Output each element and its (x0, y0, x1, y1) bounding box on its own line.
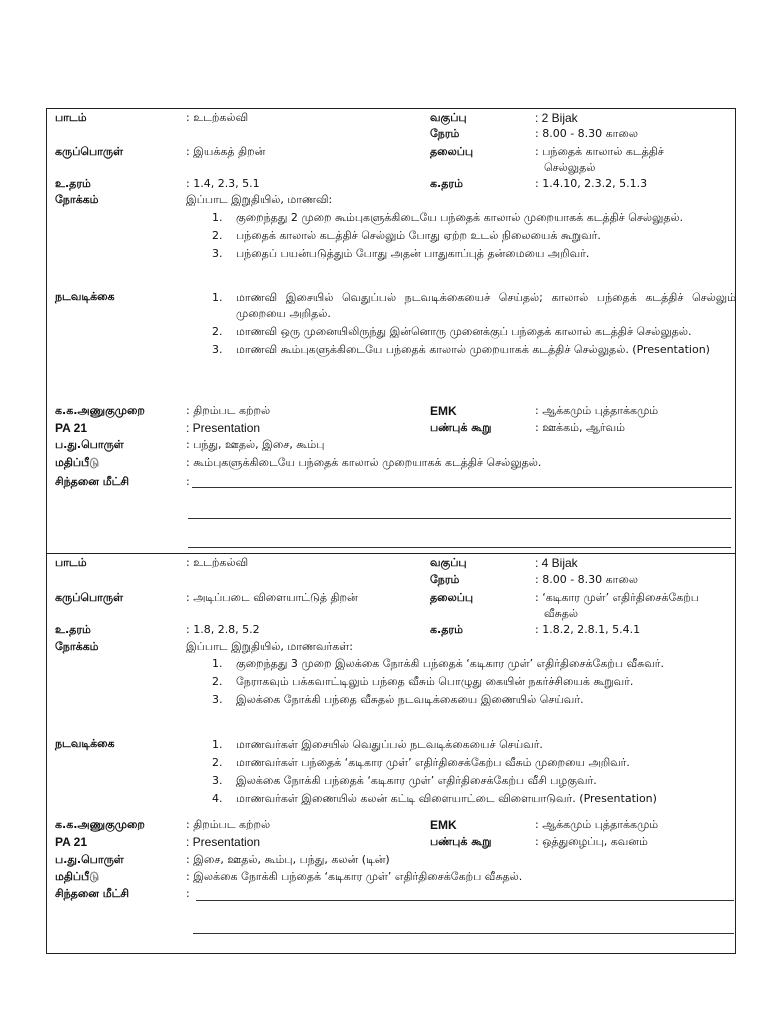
reflection-label: சிந்தனை மீட்சி (55, 887, 129, 900)
assessment-label: மதிப்பீடு (55, 456, 100, 469)
title-value-line1: : ‘கடிகார முள்’ எதிர்திசைக்கேற்ப (535, 591, 699, 604)
materials-label: ப.து.பொருள் (55, 438, 124, 451)
objective-intro: இப்பாட இறுதியில், மாணவர்கள்: (186, 640, 353, 653)
class-value: : 4 Bijak (535, 556, 578, 570)
values-value: : ஒத்துழைப்பு, கவனம் (535, 835, 648, 848)
values-value: : ஊக்கம், ஆர்வம் (535, 421, 626, 434)
emk-value: : ஆக்கமும் புத்தாக்கமும் (535, 404, 659, 417)
activity-label: நடவடிக்கை (55, 737, 115, 750)
time-value: : 8.00 - 8.30 காலை (535, 127, 638, 140)
reflection-colon: : (186, 887, 190, 900)
subject-value: : உடற்கல்வி (186, 111, 249, 124)
objective-item: 1. குறைந்தது 3 முறை இலக்கை நோக்கி பந்தைக் ‘கடிகார முள்’ எதிர்திசைக்கேற்ப வீசுவர். (212, 657, 665, 670)
time-label: நேரம் (430, 127, 460, 140)
activity-list (208, 290, 736, 360)
time-label: நேரம் (430, 573, 460, 586)
activity-label: நடவடிக்கை (55, 290, 115, 303)
reflection-colon: : (186, 475, 190, 488)
time-value: : 8.00 - 8.30 காலை (535, 573, 638, 586)
section-divider (46, 553, 736, 554)
pa21-label: PA 21 (55, 835, 88, 849)
method-label: க.க.அணுகுமுறை (55, 404, 145, 417)
subject-label: பாடம் (55, 556, 87, 569)
materials-label: ப.து.பொருள் (55, 853, 124, 866)
objective-item: 2. நேராகவும் பக்கவாட்டிலும் பந்தை வீசும் பொழுது கையின் நகர்ச்சியைக் கூறுவர். (212, 675, 634, 688)
activity-item: 3. மாணவி கூம்புகளுக்கிடையே பந்தைக் காலால் முறையாகக் கடத்திச் செல்லுதல். (Presentation) (212, 343, 710, 356)
reflection-label: சிந்தனை மீட்சி (55, 475, 129, 488)
title-label: தலைப்பு (430, 591, 474, 604)
objective-item: 3. இலக்கை நோக்கி பந்தை வீசுதல் நடவடிக்கையை இணையில் செய்வர். (212, 693, 584, 706)
topic-label: கருப்பொருள் (55, 591, 124, 604)
emk-value: : ஆக்கமும் புத்தாக்கமும் (535, 818, 659, 831)
objective-item: 1. குறைந்தது 2 முறை கூம்புகளுக்கிடையே பந்தைக் காலால் முறையாகக் கடத்திச் செல்லுதல். (212, 211, 684, 224)
activity-item: 4. மாணவர்கள் இணையில் கலன் கட்டி விளையாட்டை விளையாடுவர். (Presentation) (212, 792, 657, 805)
objective-label: நோக்கம் (55, 640, 99, 653)
values-label: பண்புக் கூறு (430, 835, 492, 848)
activity-item: 3. இலக்கை நோக்கி பந்தைக் ‘கடிகார முள்’ எதிர்திசைக்கேற்ப வீசி பழகுவர். (212, 774, 597, 787)
reflection-line[interactable] (188, 518, 731, 519)
activity-item: 1. மாணவி இசையில் வெதுப்பல் நடவடிக்கையைச் செய்தல்; காலால் பந்தைக் கடத்திச் செல்லும் முறையை அறிதல். (212, 291, 736, 320)
objective-list (208, 656, 736, 710)
title-value-line2: வீசுதல் (544, 607, 578, 620)
reflection-line[interactable] (188, 547, 731, 548)
method-value: : திறம்பட கற்றல் (186, 404, 271, 417)
topic-value: : அடிப்படை விளையாட்டுத் திறன் (186, 591, 358, 604)
activity-item: 2. மாணவர்கள் பந்தைக் ‘கடிகார முள்’ எதிர்திசைக்கேற்ப வீசும் முறையை அறிவர். (212, 756, 630, 769)
content-standard-label: உ.தரம் (55, 623, 91, 636)
topic-value: : இயக்கத் திறன் (186, 145, 266, 158)
assessment-value: : இலக்கை நோக்கி பந்தைக் ‘கடிகார முள்’ எதிர்திசைக்கேற்ப வீசுதல். (186, 870, 523, 883)
pa21-value: : Presentation (186, 835, 261, 849)
assessment-value: : கூம்புகளுக்கிடையே பந்தைக் காலால் முறையாகக் கடத்திச் செல்லுதல். (186, 456, 542, 469)
method-label: க.க.அணுகுமுறை (55, 818, 145, 831)
objective-item: 2. பந்தைக் காலால் கடத்திச் செல்லும் போது ஏற்ற உடல் நிலையைக் கூறுவர். (212, 229, 601, 242)
class-value: : 2 Bijak (535, 111, 578, 125)
activity-list (208, 737, 736, 809)
learning-standard-label: க.தரம் (430, 623, 463, 636)
content-standard-label: உ.தரம் (55, 177, 91, 190)
title-value-line1: : பந்தைக் காலால் கடத்திச் (535, 145, 664, 158)
objective-item: 3. பந்தைப் பயன்படுத்தும் போது அதன் பாதுகாப்புத் தன்மையை அறிவர். (212, 247, 590, 260)
reflection-line[interactable] (193, 933, 734, 934)
content-standard-value: : 1.8, 2.8, 5.2 (186, 623, 260, 636)
reflection-line[interactable] (196, 900, 734, 901)
learning-standard-label: க.தரம் (430, 177, 463, 190)
materials-value: : பந்து, ஊதல், இசை, கூம்பு (186, 438, 325, 451)
values-label: பண்புக் கூறு (430, 421, 492, 434)
class-label: வகுப்பு (430, 556, 467, 569)
objective-intro: இப்பாட இறுதியில், மாணவி: (186, 193, 333, 206)
learning-standard-value: : 1.8.2, 2.8.1, 5.4.1 (535, 623, 641, 636)
pa21-label: PA 21 (55, 421, 88, 435)
emk-label: EMK (430, 404, 457, 418)
activity-item: 2. மாணவி ஒரு முனையிலிருந்து இன்னொரு முனைக்குப் பந்தைக் காலால் கடத்திச் செல்லுதல். (212, 325, 692, 338)
content-standard-value: : 1.4, 2.3, 5.1 (186, 177, 260, 190)
class-label: வகுப்பு (430, 111, 467, 124)
assessment-label: மதிப்பீடு (55, 870, 100, 883)
title-label: தலைப்பு (430, 145, 474, 158)
reflection-line[interactable] (192, 487, 732, 488)
emk-label: EMK (430, 818, 457, 832)
objective-list (208, 210, 736, 264)
topic-label: கருப்பொருள் (55, 145, 124, 158)
learning-standard-value: : 1.4.10, 2.3.2, 5.1.3 (535, 177, 648, 190)
title-value-line2: செல்லுதல் (544, 161, 596, 174)
pa21-value: : Presentation (186, 421, 261, 435)
activity-item: 1. மாணவர்கள் இசையில் வெதுப்பல் நடவடிக்கையைச் செய்வர். (212, 738, 543, 751)
subject-value: : உடற்கல்வி (186, 556, 249, 569)
method-value: : திறம்பட கற்றல் (186, 818, 271, 831)
materials-value: : இசை, ஊதல், கூம்பு, பந்து, கலன் (டின்) (186, 853, 390, 866)
objective-label: நோக்கம் (55, 193, 99, 206)
subject-label: பாடம் (55, 111, 87, 124)
